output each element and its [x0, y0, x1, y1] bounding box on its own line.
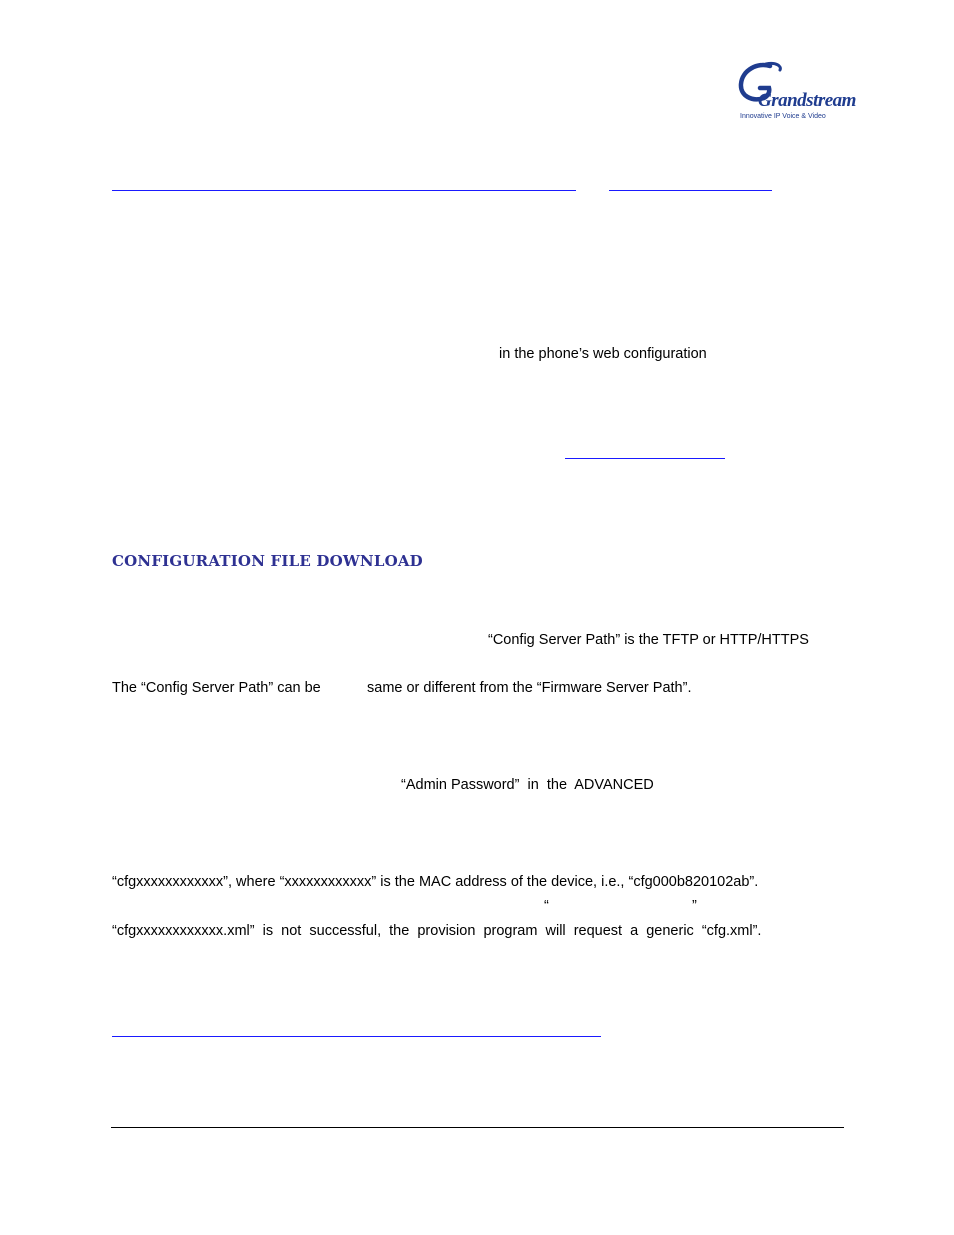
logo-brand: Grandstream	[758, 90, 856, 111]
section-heading: CONFIGURATION FILE DOWNLOAD	[112, 552, 423, 570]
config-server-path-intro: “Config Server Path” is the TFTP or HTTP/HTTPS	[488, 632, 809, 648]
web-config-text: in the phone’s web configuration	[499, 346, 707, 362]
footer-divider	[111, 1127, 844, 1128]
link-middle[interactable]	[565, 458, 725, 459]
cfg-xml-fallback-text: “cfgxxxxxxxxxxxx.xml” is not successful, the provision program will request a generic “cfg.xml”.	[112, 923, 762, 939]
link-top-left[interactable]	[112, 190, 576, 191]
quote-close: ”	[692, 898, 697, 914]
admin-password-text: “Admin Password” in the ADVANCED	[401, 777, 654, 793]
config-server-path-same: The “Config Server Path” can be	[112, 680, 321, 696]
link-bottom[interactable]	[112, 1036, 601, 1037]
logo-tagline: Innovative IP Voice & Video	[740, 113, 826, 120]
link-top-right[interactable]	[609, 190, 772, 191]
config-server-path-same-cont: same or different from the “Firmware Server Path”.	[367, 680, 692, 696]
logo-graphic	[736, 60, 856, 122]
cfg-mac-text: “cfgxxxxxxxxxxxx”, where “xxxxxxxxxxxx” is the MAC address of the device, i.e., “cfg000b820102ab”.	[112, 874, 759, 890]
grandstream-logo	[736, 60, 856, 122]
quote-open: “	[544, 898, 549, 914]
